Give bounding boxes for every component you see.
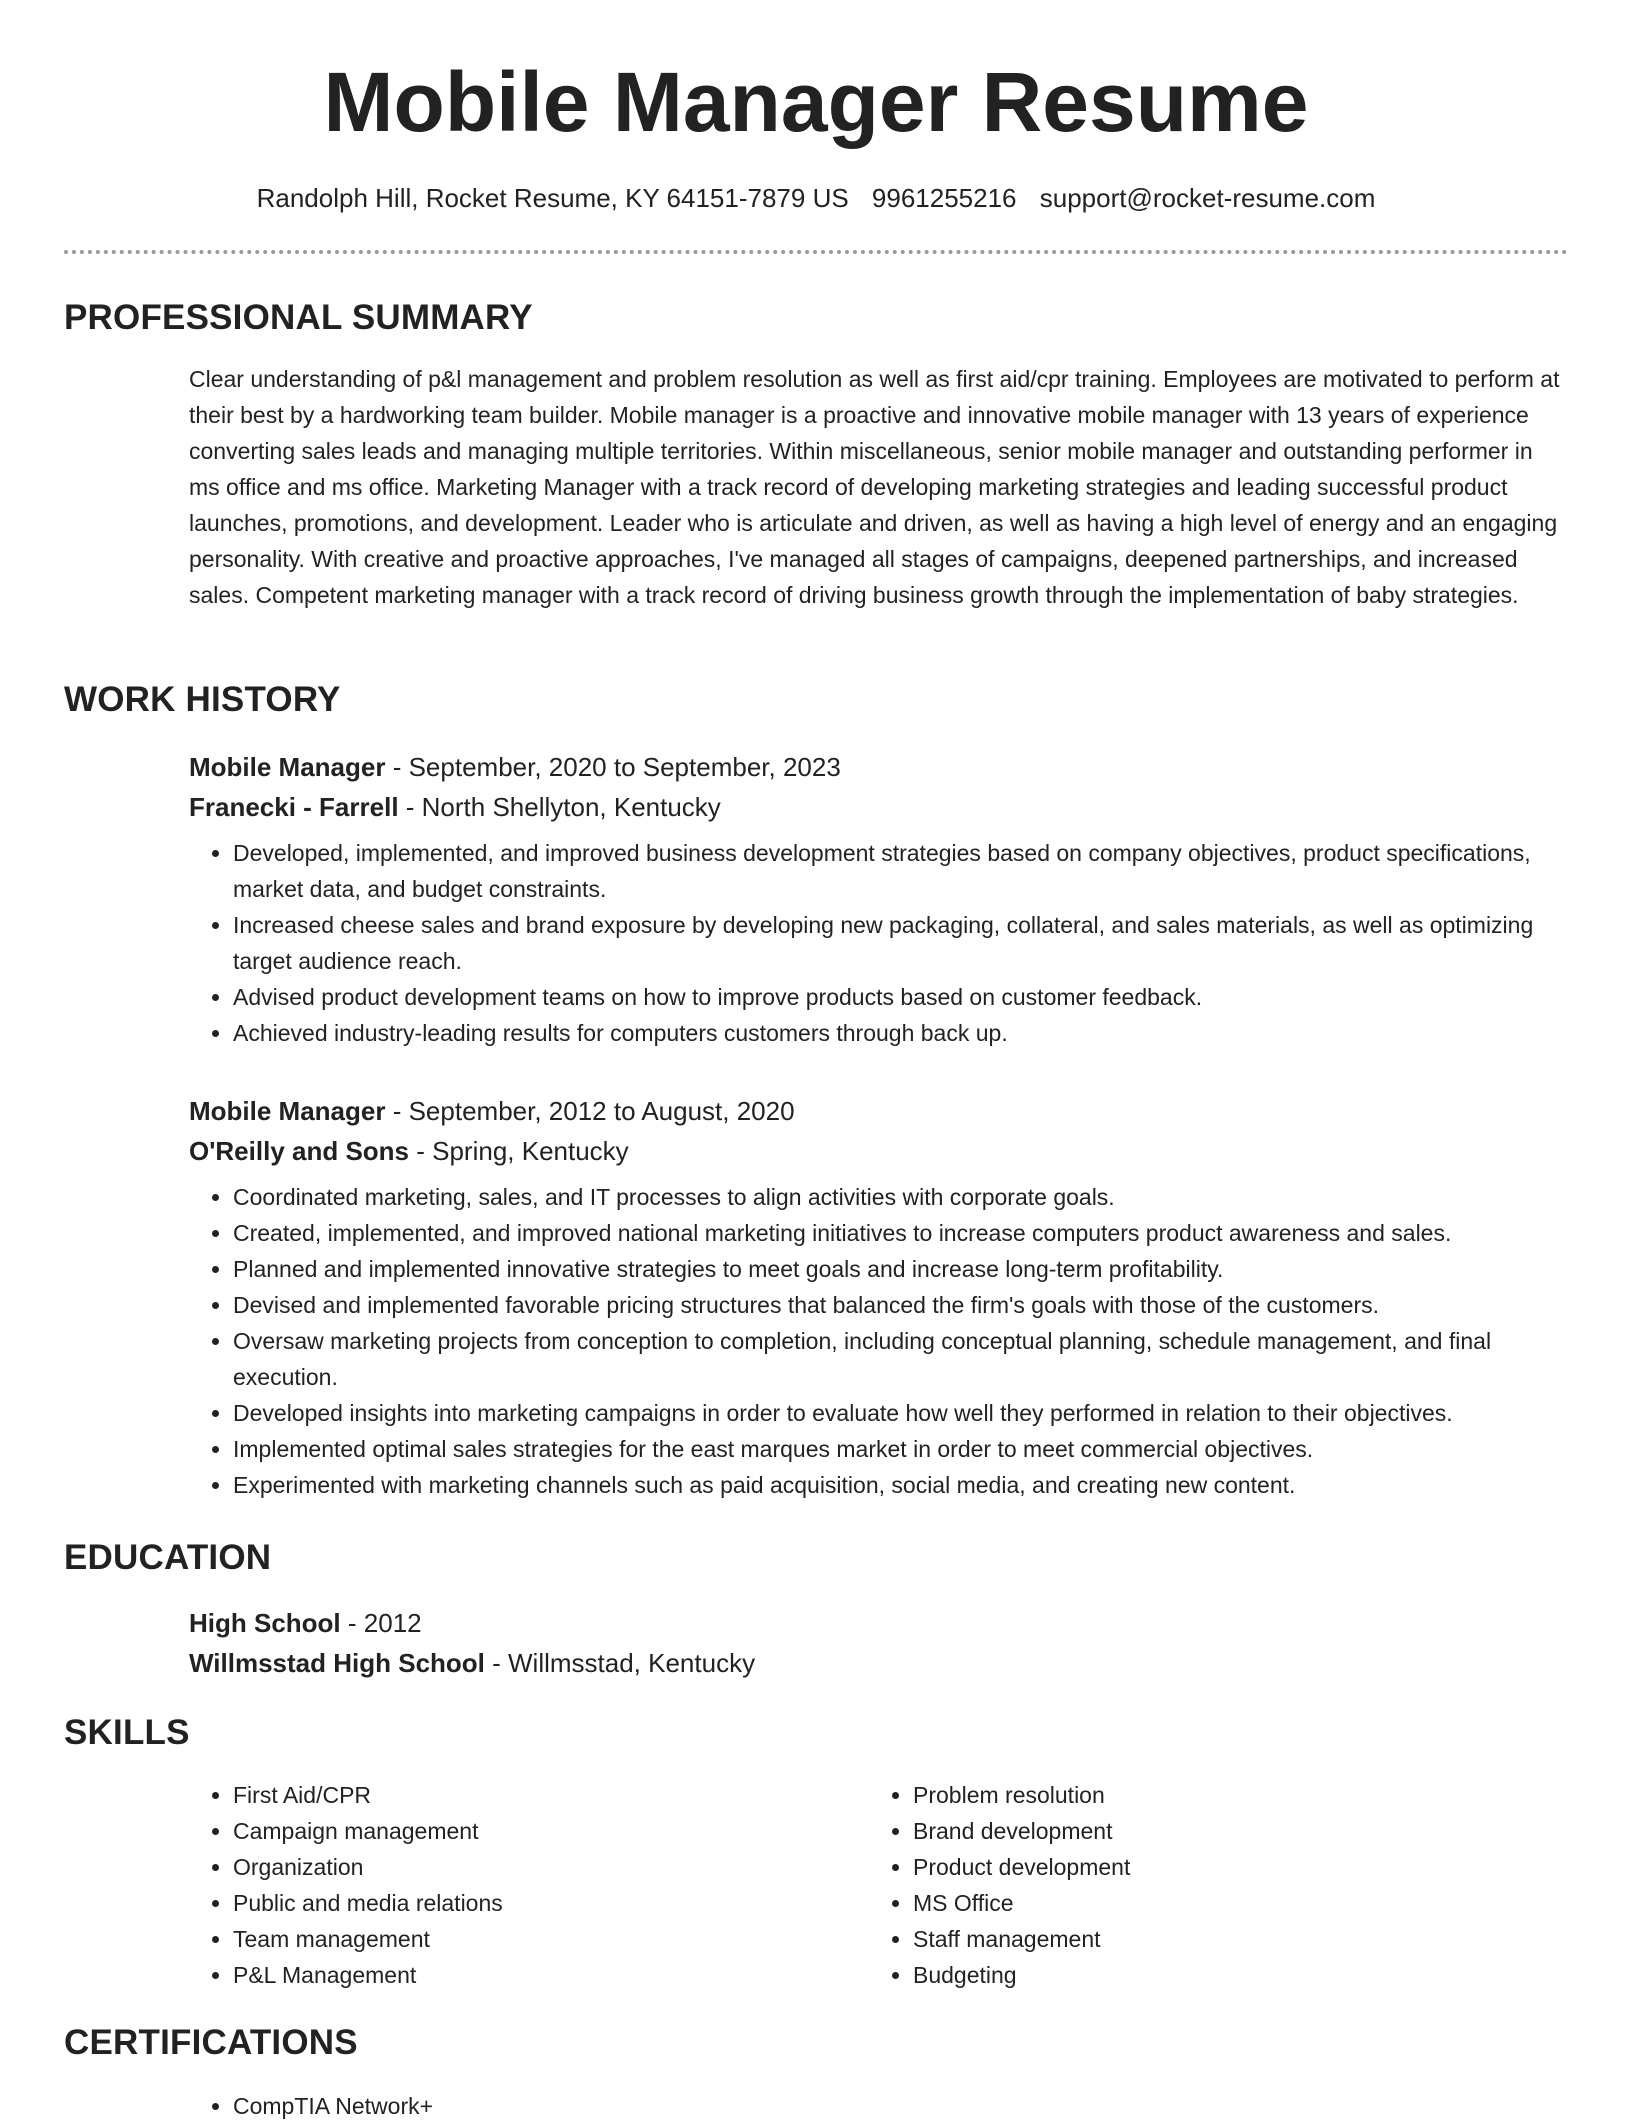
summary-heading: PROFESSIONAL SUMMARY [64, 298, 533, 337]
job-location: - Spring, Kentucky [409, 1136, 629, 1166]
education-entry [189, 1603, 1569, 1683]
skills-list [869, 1777, 1489, 1993]
skill-item: • First Aid/CPR [233, 1777, 809, 1813]
skill-item: • Problem resolution [913, 1777, 1489, 1813]
education-location: - Willmsstad, Kentucky [484, 1648, 756, 1678]
contact-address: Randolph Hill, Rocket Resume, KY 64151-7879 US [256, 183, 849, 213]
job-bullet: • Created, implemented, and improved national marketing initiatives to increase computers product awareness and sales. [233, 1215, 1569, 1251]
resume-title: Mobile Manager Resume [323, 55, 1309, 149]
skill-item: • Brand development [913, 1813, 1489, 1849]
job-dates: - September, 2020 to September, 2023 [385, 752, 841, 782]
education-degree-line [189, 1603, 1569, 1643]
skill-item: • MS Office [913, 1885, 1489, 1921]
certifications-heading: CERTIFICATIONS [64, 2023, 358, 2062]
job-bullets [189, 835, 1569, 1051]
job-bullet: • Experimented with marketing channels such as paid acquisition, social media, and creating new content. [233, 1467, 1569, 1503]
education-heading: EDUCATION [64, 1538, 272, 1577]
job-title-line [189, 747, 1569, 787]
job-company-line [189, 787, 1569, 827]
skill-item: • P&L Management [233, 1957, 809, 1993]
skill-item: • Organization [233, 1849, 809, 1885]
skills-column-left [189, 1777, 809, 1993]
certifications-list [189, 2088, 809, 2124]
summary-block [189, 361, 1569, 613]
skill-item: • Budgeting [913, 1957, 1489, 1993]
job-bullet: • Implemented optimal sales strategies for the east marques market in order to meet commercial objectives. [233, 1431, 1569, 1467]
job-company: O'Reilly and Sons [189, 1136, 410, 1166]
job-location: - North Shellyton, Kentucky [398, 792, 721, 822]
skill-item: • Product development [913, 1849, 1489, 1885]
job-title: Mobile Manager [189, 752, 386, 782]
job-company-line [189, 1131, 1569, 1171]
job-bullet: • Coordinated marketing, sales, and IT processes to align activities with corporate goals. [233, 1179, 1569, 1215]
skill-item: • Campaign management [233, 1813, 809, 1849]
job-bullet: • Developed insights into marketing campaigns in order to evaluate how well they performed in relation to their objectives. [233, 1395, 1569, 1431]
certification-item: • CompTIA Network+ [233, 2088, 809, 2124]
header-divider [64, 250, 1568, 254]
job-dates: - September, 2012 to August, 2020 [385, 1096, 795, 1126]
skills-heading: SKILLS [64, 1713, 190, 1752]
skill-item: • Public and media relations [233, 1885, 809, 1921]
work-history-heading: WORK HISTORY [64, 680, 341, 719]
contact-phone: 9961255216 [871, 183, 1017, 213]
job-entry [189, 1091, 1569, 1503]
certifications-block [189, 2088, 809, 2124]
skill-item: • Team management [233, 1921, 809, 1957]
job-title-line [189, 1091, 1569, 1131]
job-entry [189, 747, 1569, 1051]
education-degree: High School [189, 1608, 341, 1638]
education-school: Willmsstad High School [189, 1648, 485, 1678]
skills-column-right [869, 1777, 1489, 1993]
skill-item: • Staff management [913, 1921, 1489, 1957]
contact-line [0, 180, 1632, 216]
job-bullets [189, 1179, 1569, 1503]
job-title: Mobile Manager [189, 1096, 386, 1126]
job-bullet: • Achieved industry-leading results for computers customers through back up. [233, 1015, 1569, 1051]
education-year: - 2012 [340, 1608, 422, 1638]
job-bullet: • Planned and implemented innovative strategies to meet goals and increase long-term profitability. [233, 1251, 1569, 1287]
summary-text: Clear understanding of p&l management and problem resolution as well as first aid/cpr training. Employees are motivated to perform at their best by a hardworking team builder. Mobile manager is a proactive and innovative mobile manager with 13 years of experience converting sales leads and managing multiple territories. Within miscellaneous, senior mobile manager and outstanding performer in ms office and ms office. Marketing Manager with a track record of developing marketing strategies and leading successful product launches, promotions, and development. Leader who is articulate and driven, as well as having a high level of energy and an engaging personality. With creative and proactive approaches, I've managed all stages of campaigns, deepened partnerships, and increased sales. Competent marketing manager with a track record of driving business growth through the implementation of baby strategies. [189, 366, 1560, 608]
contact-email: support@rocket-resume.com [1039, 183, 1376, 213]
job-bullet: • Increased cheese sales and brand exposure by developing new packaging, collateral, and sales materials, as well as optimizing target audience reach. [233, 907, 1569, 979]
job-bullet: • Oversaw marketing projects from conception to completion, including conceptual planning, schedule management, and final execution. [233, 1323, 1569, 1395]
skills-list [189, 1777, 809, 1993]
job-company: Franecki - Farrell [189, 792, 399, 822]
job-bullet: • Advised product development teams on how to improve products based on customer feedback. [233, 979, 1569, 1015]
education-school-line [189, 1643, 1569, 1683]
job-bullet: • Devised and implemented favorable pricing structures that balanced the firm's goals with those of the customers. [233, 1287, 1569, 1323]
job-bullet: • Developed, implemented, and improved business development strategies based on company objectives, product specifications, market data, and budget constraints. [233, 835, 1569, 907]
